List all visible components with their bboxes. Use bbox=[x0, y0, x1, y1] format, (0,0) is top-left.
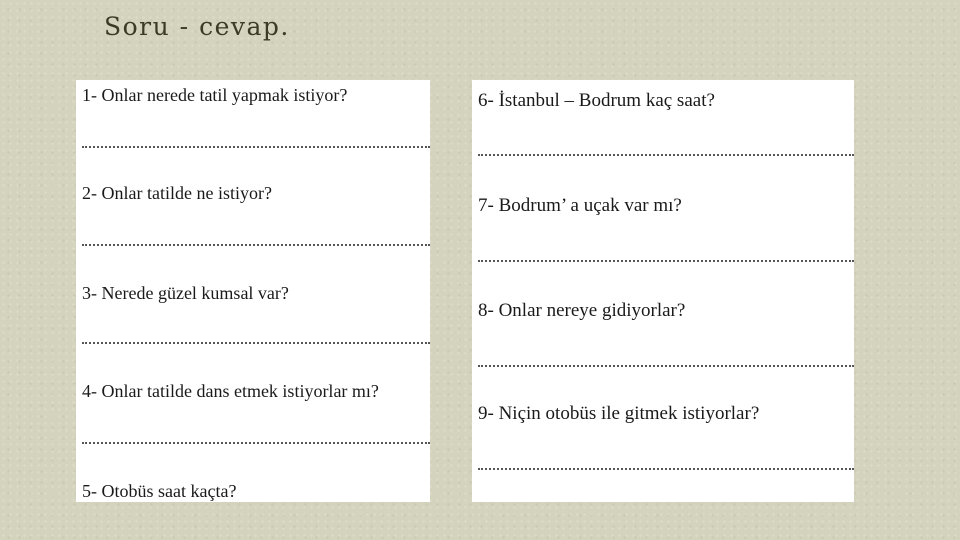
question-3: 3- Nerede güzel kumsal var? bbox=[82, 283, 289, 303]
worksheet-right-panel bbox=[472, 80, 854, 502]
answer-line-7[interactable] bbox=[478, 260, 854, 262]
answer-line-9[interactable] bbox=[478, 468, 854, 470]
worksheet-left-panel bbox=[76, 80, 430, 502]
answer-line-3[interactable] bbox=[82, 342, 430, 344]
question-8: 8- Onlar nereye gidiyorlar? bbox=[478, 300, 686, 321]
question-5: 5- Otobüs saat kaçta? bbox=[82, 481, 237, 501]
answer-line-8[interactable] bbox=[478, 365, 854, 367]
answer-line-2[interactable] bbox=[82, 244, 430, 246]
question-7: 7- Bodrum’ a uçak var mı? bbox=[478, 195, 682, 216]
question-9: 9- Niçin otobüs ile gitmek istiyorlar? bbox=[478, 403, 760, 424]
answer-line-4[interactable] bbox=[82, 442, 430, 444]
answer-line-1[interactable] bbox=[82, 146, 430, 148]
question-6: 6- İstanbul – Bodrum kaç saat? bbox=[478, 90, 715, 111]
question-1: 1- Onlar nerede tatil yapmak istiyor? bbox=[82, 85, 348, 105]
question-2: 2- Onlar tatilde ne istiyor? bbox=[82, 183, 272, 203]
question-4: 4- Onlar tatilde dans etmek istiyorlar mı? bbox=[82, 381, 379, 401]
answer-line-6[interactable] bbox=[478, 154, 854, 156]
slide-title: Soru - cevap. bbox=[104, 12, 290, 41]
